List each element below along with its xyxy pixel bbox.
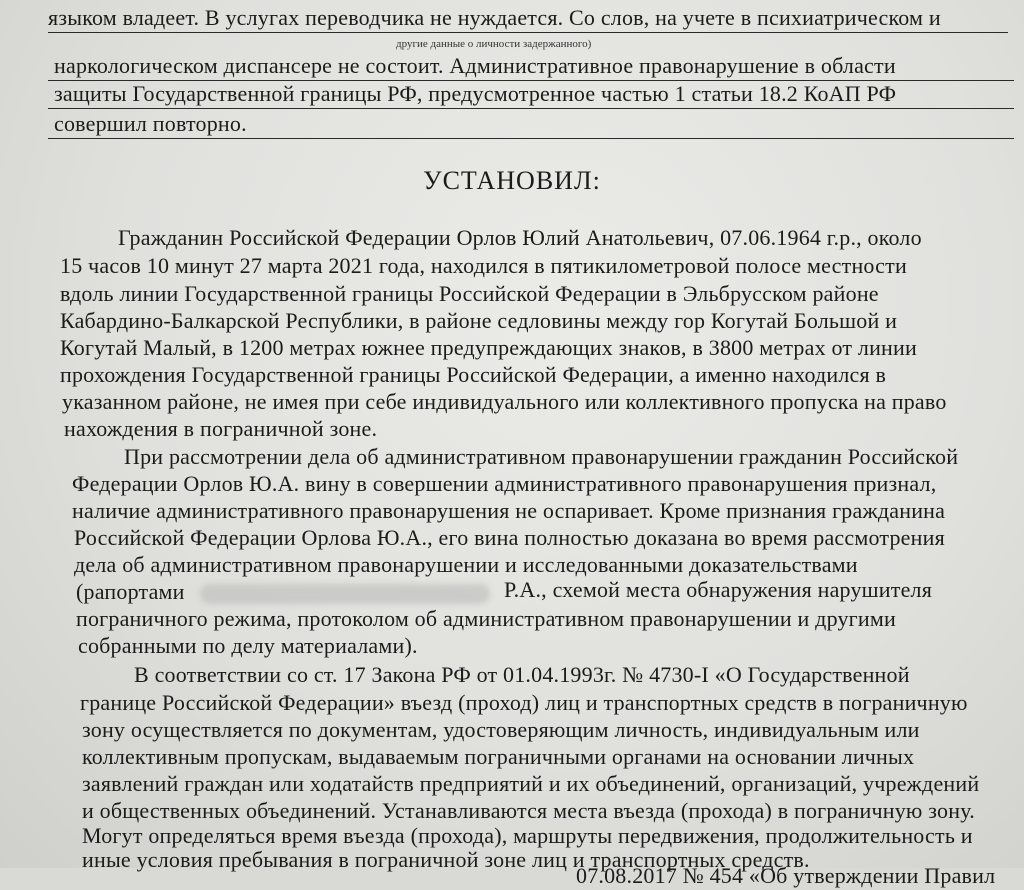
- paragraph3-line: границе Российской Федерации» въезд (проход) лиц и транспортных средств в пограничную: [80, 690, 968, 715]
- paragraph2-line: При рассмотрении дела об административном правонарушении гражданин Российской: [124, 444, 959, 469]
- paragraph1-line: указанном районе, не имея при себе индивидуального или коллективного пропуска на право: [62, 389, 947, 414]
- top-line-3: защиты Государственной границы РФ, предусмотренное частью 1 статьи 18.2 КоАП РФ: [48, 80, 1014, 109]
- paragraph1-line: прохождения Государственной границы Российской Федерации, а именно находился в: [60, 362, 887, 387]
- paragraph3-line-partial: 07.08.2017 № 454 «Об утверждении Правил: [576, 863, 996, 888]
- paragraph3-line: заявлений граждан или ходатайств предприятий и их объединений, организаций, учреждений: [82, 771, 980, 796]
- paragraph1-line: Когутай Малый, в 1200 метрах южнее предупреждающих знаков, в 3800 метрах от линии: [60, 335, 917, 360]
- top-line-1: языком владеет. В услугах переводчика не нуждается. Со слов, на учете в психиатрическом и: [48, 4, 1008, 33]
- paragraph2-line: пограничного режима, протоколом об административном правонарушении и другими: [76, 606, 896, 631]
- paragraph2-line: Российской Федерации Орлова Ю.А., его вина полностью доказана во время рассмотрения: [74, 525, 945, 550]
- top-line-2: наркологическом диспансере не состоит. Административное правонарушение в области: [48, 52, 1014, 81]
- paragraph2-line: собранными по делу материалами).: [78, 633, 418, 658]
- paragraph1-line: нахождения в пограничной зоне.: [64, 416, 378, 441]
- top-line-4: совершил повторно.: [48, 110, 1014, 139]
- paragraph2-line: Федерации Орлов Ю.А. вину в совершении административного правонарушения признал,: [72, 471, 937, 496]
- paragraph2-line: (рапортами: [76, 579, 185, 604]
- paragraph1-line: Гражданин Российской Федерации Орлов Юлий Анатольевич, 07.06.1964 г.р., около: [118, 225, 922, 250]
- paragraph3-line: В соответствии со ст. 17 Закона РФ от 01.04.1993г. № 4730-I «О Государственной: [134, 662, 910, 687]
- paragraph2-line: наличие административного правонарушения не оспаривает. Кроме признания гражданина: [72, 498, 946, 523]
- paragraph3-line: зону осуществляется по документам, удостоверяющим личность, индивидуальным или: [82, 717, 920, 742]
- paragraph3-line: Могут определяться время въезда (прохода), маршруты передвижения, продолжительность и: [82, 823, 973, 848]
- redacted-name: [200, 584, 490, 604]
- section-heading: УСТАНОВИЛ:: [423, 166, 601, 195]
- paragraph3-line: коллективным пропускам, выдаваемым пограничными органами на основании личных: [82, 744, 915, 769]
- paragraph1-line: вдоль линии Государственной границы Российской Федерации в Эльбрусском районе: [60, 281, 879, 306]
- field-hint: другие данные о личности задержанного): [396, 38, 592, 50]
- paragraph1-line: Кабардино-Балкарской Республики, в районе седловины между гор Когутай Большой и: [60, 308, 898, 333]
- paragraph3-line: иные условия пребывания в пограничной зоне лиц и транспортных средств.: [82, 847, 810, 872]
- paragraph3-line: и общественных объединений. Устанавливаются места въезда (прохода) в пограничную зону.: [82, 798, 975, 823]
- paragraph2-line: дела об административном правонарушении и исследованными доказательствами: [74, 552, 858, 577]
- paragraph2-line: Р.А., схемой места обнаружения нарушителя: [504, 577, 933, 602]
- paragraph1-line: 15 часов 10 минут 27 марта 2021 года, находился в пятикилометровой полосе местности: [60, 253, 907, 278]
